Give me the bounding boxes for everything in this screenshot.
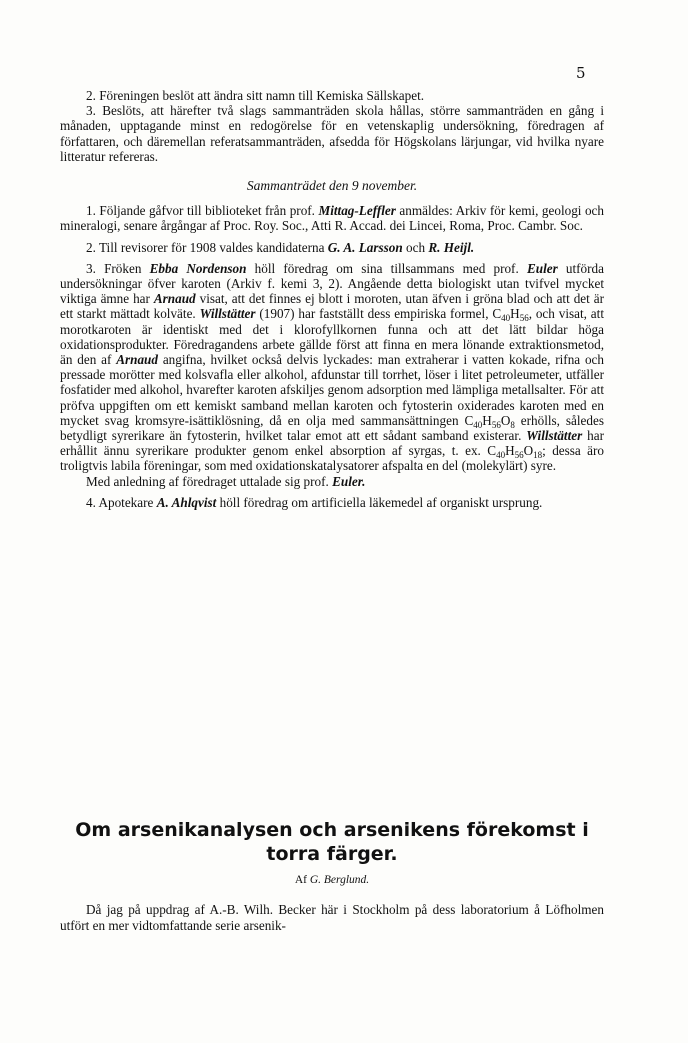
person-name: Euler.: [332, 473, 366, 489]
person-name: Willstätter: [526, 428, 583, 444]
article-title-line-2: torra färger.: [266, 843, 398, 865]
formula-subscript: 56: [514, 450, 524, 461]
item-3-text: ; dessa äro troligtvis labila föreningar, som med oxidationskatalysatorer afspalta en del (molekylärt) syre.: [60, 443, 605, 474]
item-3-text: angifna, hvilket också delvis lyckades: man extraherar i vatten kokade, rifna och pressade morötter med kolsvafla eller alkohol, afdunstar till torrhet, löser i litet petroleumeter, utfäller fosfatider med alkohol, hvarefter karoten afskiljes genom adsorption med lämpliga metallsalter. För att pröfva uppgiften om ett kemiskt samband mellan karoten och fytosterin oxiderades karoten med en mycket svag kromsyre-isättiklösning, då en olja med sammansättningen C: [60, 352, 604, 428]
formula-element: O: [500, 412, 511, 428]
item-1-text-a: 1. Följande gåfvor till biblioteket från prof.: [86, 203, 315, 219]
person-name: Arnaud: [116, 352, 158, 368]
formula-subscript: 40: [496, 450, 506, 461]
follow-text: Med anledning af föredraget uttalade sig prof.: [86, 473, 329, 489]
person-name: Arnaud: [153, 291, 196, 307]
person-name: Willstätter: [199, 306, 256, 322]
item-2-text-a: 2. Till revisorer för 1908 valdes kandidaterna: [86, 239, 325, 255]
person-name: Euler: [526, 260, 558, 276]
item-3-text: (1907) har fastställt dess empiriska formel, C: [255, 306, 502, 322]
formula-subscript: 56: [519, 313, 529, 324]
minutes-item-3: 3. Beslöts, att härefter två slags sammanträden skola hållas, större sammanträden en gång i månaden, upptagande minst en redogörelse för en vetenskaplig undersökning, föredragen af författaren, och däremellan referatsammanträden, afsedda för Högskolans lärjungar, vid hvilka nyare litteratur refereras.: [60, 103, 604, 164]
person-name: G. A. Larsson: [327, 239, 403, 255]
person-name: R. Heijl.: [428, 239, 475, 255]
formula-element: O: [523, 443, 534, 459]
article-title-line-1: Om arsenikanalysen och arsenikens förekomst i: [75, 819, 589, 841]
item-3-text: erhölls, således betydligt syrerikare än fytosterin, hvilket talar emot att ett sådant samband existerar.: [60, 412, 604, 444]
article-title: [60, 818, 604, 866]
item-3-text: 3. Fröken: [86, 260, 150, 276]
formula-element: H: [482, 412, 492, 428]
person-name: Mittag-Leffler: [318, 203, 396, 219]
formula-element: H: [505, 443, 515, 459]
formula-subscript: 8: [510, 419, 515, 430]
meeting-item-1: [60, 203, 604, 233]
author-name: G. Berglund.: [309, 874, 370, 886]
minutes-item-2: 2. Föreningen beslöt att ändra sitt namn till Kemiska Sällskapet.: [86, 88, 425, 103]
item-4-text-a: 4. Apotekare: [86, 494, 154, 510]
formula-subscript: 40: [473, 419, 483, 430]
meeting-item-4: [60, 495, 604, 510]
author-prefix: Af: [294, 874, 307, 886]
item-4-text-b: höll föredrag om artificiella läkemedel af organiskt ursprung.: [216, 494, 543, 510]
page-number: 5: [576, 64, 586, 82]
formula-subscript: 56: [491, 419, 501, 430]
formula-subscript: 40: [501, 313, 511, 324]
item-3-text: har erhållit ännu syrerikare produkter genom enkel absorption af syrgas, t. ex. C: [60, 428, 604, 459]
article-intro: Då jag på uppdrag af A.-B. Wilh. Becker här i Stockholm på dess laboratorium å Löfholmen utfört en mer vidtomfattande serie arsenik-: [60, 902, 604, 933]
meeting-item-3: [60, 261, 604, 474]
formula-element: H: [510, 306, 520, 322]
person-name: Ebba Nordenson: [149, 260, 247, 276]
item-2-text-b: och: [402, 239, 429, 255]
item-3-text: visat, att det finnes ej blott i moroten, utan äfven i gröna blad och att det är ett starkt mättadt kolväte.: [60, 291, 604, 322]
item-3-text: , och visat, att morotkaroten är identiskt med det i klorofyllkornen funna och att det lätt bildar höga oxidationsprodukter. Föredragandens arbete gällde först att finna en mera lönande extraktionsmetod, än den af: [60, 306, 604, 368]
meeting-item-2: [60, 240, 604, 255]
formula-subscript: 18: [533, 450, 543, 461]
article: [60, 818, 604, 933]
item-3-text: höll föredrag om sina tillsammans med prof.: [246, 260, 527, 276]
meeting-heading: Sammanträdet den 9 november.: [246, 178, 418, 194]
article-author: [60, 874, 604, 886]
item-1-text-b: anmäldes: Arkiv för kemi, geologi och mineralogi, senare årgångar af Proc. Roy. Soc., Atti R. Accad. dei Lincei, Roma, Proc. Cambr. Soc.: [60, 203, 604, 234]
meeting-item-3-follow: [60, 474, 604, 489]
item-3-text: utförda undersökningar öfver karoten (Arkiv f. kemi 3, 2). Angående detta biologiskt utan tvifvel mycket viktiga ämne har: [60, 260, 604, 307]
person-name: A. Ahlqvist: [156, 494, 217, 510]
society-minutes: [60, 88, 604, 510]
